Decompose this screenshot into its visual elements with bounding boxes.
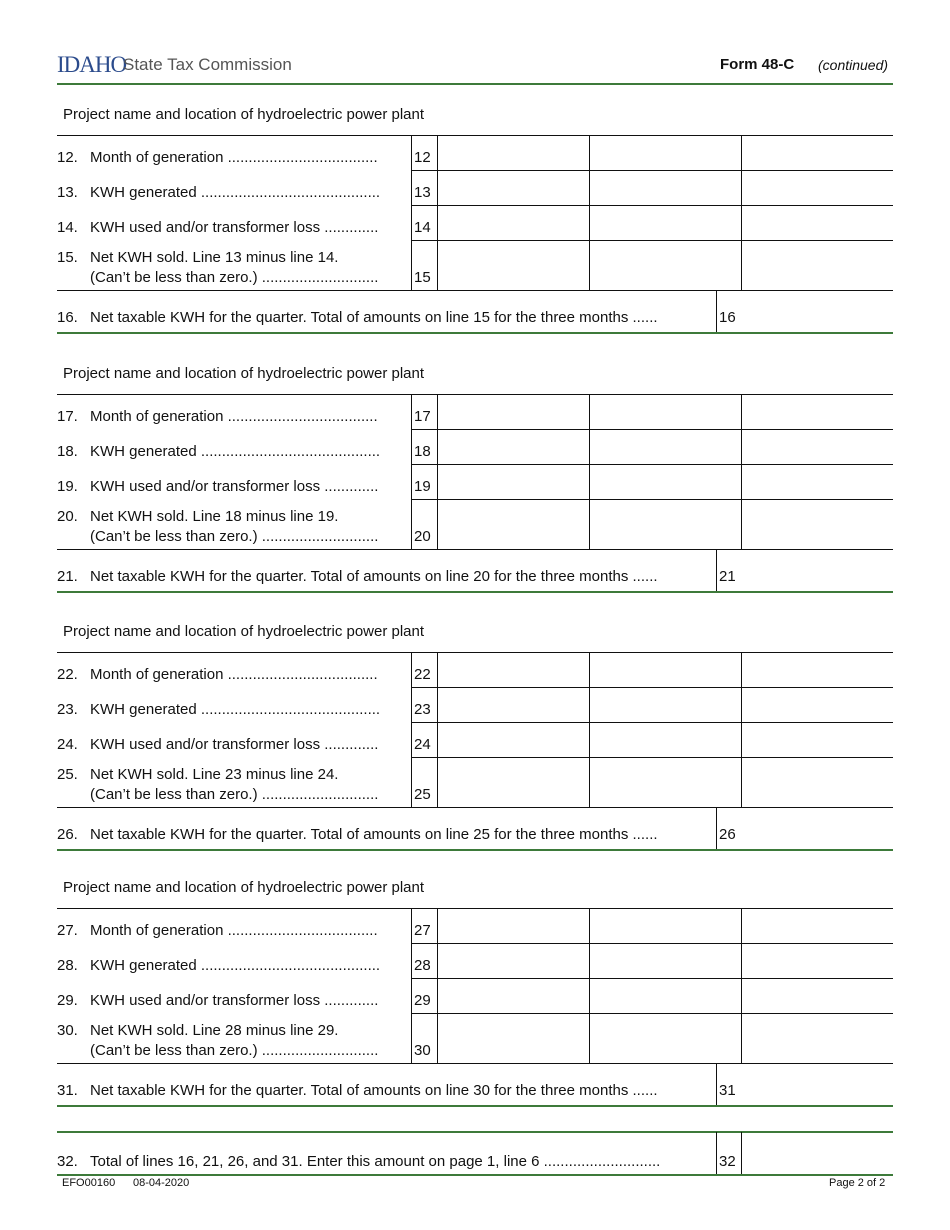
box-number: 26 (719, 826, 736, 843)
month-input[interactable] (438, 688, 588, 721)
line-number: 16. (57, 309, 78, 326)
month-input[interactable] (590, 465, 740, 498)
box-divider (716, 290, 717, 332)
line-number: 12. (57, 149, 78, 166)
line-label: KWH used and/or transformer loss ............. (90, 736, 379, 753)
form-date: 08-04-2020 (133, 1177, 190, 1189)
form-number: Form 48-C (720, 56, 795, 73)
month-input[interactable] (742, 979, 892, 1012)
quarter-total-input[interactable] (742, 291, 893, 331)
line-label-continued: (Can’t be less than zero.) ............................ (90, 528, 379, 545)
continued-note: (continued) (818, 57, 889, 73)
box-number: 24 (414, 736, 431, 753)
line-label: KWH generated ........................................... (90, 701, 381, 718)
line-number: 15. (57, 249, 78, 266)
month-input[interactable] (742, 1014, 892, 1062)
line-number: 17. (57, 408, 78, 425)
line-number: 27. (57, 922, 78, 939)
month-input[interactable] (438, 1014, 588, 1062)
month-input[interactable] (742, 430, 892, 463)
line-number: 24. (57, 736, 78, 753)
month-input[interactable] (590, 944, 740, 977)
line-number: 28. (57, 957, 78, 974)
header (57, 52, 893, 82)
total-label: Net taxable KWH for the quarter. Total of amounts on line 25 for the three months ...... (90, 826, 658, 843)
box-number: 22 (414, 666, 431, 683)
month-input[interactable] (438, 136, 588, 169)
table-top-rule (57, 652, 411, 653)
month-input[interactable] (590, 653, 740, 686)
month-input[interactable] (742, 465, 892, 498)
line-number: 14. (57, 219, 78, 236)
month-input[interactable] (742, 395, 892, 428)
month-input[interactable] (438, 723, 588, 756)
month-input[interactable] (742, 241, 892, 289)
month-input[interactable] (438, 653, 588, 686)
line-number: 13. (57, 184, 78, 201)
column-divider (411, 394, 412, 549)
month-input[interactable] (590, 909, 740, 942)
month-input[interactable] (438, 944, 588, 977)
box-divider (716, 807, 717, 849)
table-top-rule (57, 908, 411, 909)
line-number: 25. (57, 766, 78, 783)
month-input[interactable] (438, 395, 588, 428)
month-input[interactable] (742, 136, 892, 169)
column-divider (411, 652, 412, 807)
line-label: Month of generation .................................... (90, 408, 378, 425)
quarter-total-input[interactable] (742, 808, 893, 848)
month-input[interactable] (438, 758, 588, 806)
month-input[interactable] (742, 206, 892, 239)
month-input[interactable] (438, 171, 588, 204)
box-number: 27 (414, 922, 431, 939)
month-input[interactable] (438, 241, 588, 289)
line-number: 19. (57, 478, 78, 495)
month-input[interactable] (590, 1014, 740, 1062)
box-number: 12 (414, 149, 431, 166)
total-label: Net taxable KWH for the quarter. Total of amounts on line 20 for the three months ...... (90, 568, 658, 585)
section-bottom-rule (57, 332, 893, 334)
month-input[interactable] (742, 500, 892, 548)
box-number: 13 (414, 184, 431, 201)
section-title: Project name and location of hydroelectric power plant (63, 365, 425, 382)
form-code: EFO00160 (62, 1177, 116, 1189)
month-input[interactable] (438, 206, 588, 239)
box-number: 30 (414, 1042, 431, 1059)
section-bottom-rule (57, 1105, 893, 1107)
line-label: Net KWH sold. Line 13 minus line 14. (90, 249, 339, 266)
box-number: 23 (414, 701, 431, 718)
line-number: 18. (57, 443, 78, 460)
month-input[interactable] (742, 909, 892, 942)
month-input[interactable] (438, 979, 588, 1012)
box-number: 28 (414, 957, 431, 974)
quarter-total-input[interactable] (742, 1064, 893, 1104)
section-title: Project name and location of hydroelectric power plant (63, 879, 425, 896)
line-label: Month of generation .................................... (90, 149, 378, 166)
box-number: 20 (414, 528, 431, 545)
section-title: Project name and location of hydroelectric power plant (63, 106, 425, 123)
month-input[interactable] (590, 688, 740, 721)
box-divider (716, 1063, 717, 1105)
box-number: 31 (719, 1082, 736, 1099)
line-label-continued: (Can’t be less than zero.) ............................ (90, 786, 379, 803)
line-label: KWH generated ........................................... (90, 443, 381, 460)
box-number: 25 (414, 786, 431, 803)
agency-name: State Tax Commission (123, 55, 292, 74)
section-title: Project name and location of hydroelectric power plant (63, 623, 425, 640)
line-label: Month of generation .................................... (90, 666, 378, 683)
month-input[interactable] (590, 171, 740, 204)
table-top-rule (57, 135, 411, 136)
table-top-rule (57, 394, 411, 395)
line-number: 32. (57, 1153, 78, 1170)
grand-total-label: Total of lines 16, 21, 26, and 31. Enter this amount on page 1, line 6 ............................ (90, 1153, 661, 1170)
line-label: Net KWH sold. Line 23 minus line 24. (90, 766, 339, 783)
month-input[interactable] (742, 171, 892, 204)
month-input[interactable] (438, 430, 588, 463)
line-number: 29. (57, 992, 78, 1009)
box-divider (716, 1132, 717, 1174)
line-label: Month of generation .................................... (90, 922, 378, 939)
column-divider (411, 135, 412, 290)
grand-total-input[interactable] (742, 1132, 893, 1174)
line-number: 26. (57, 826, 78, 843)
box-number: 17 (414, 408, 431, 425)
box-number: 18 (414, 443, 431, 460)
line-label: Net KWH sold. Line 28 minus line 29. (90, 1022, 339, 1039)
month-input[interactable] (438, 465, 588, 498)
month-input[interactable] (742, 944, 892, 977)
month-input[interactable] (742, 653, 892, 686)
box-number: 15 (414, 269, 431, 286)
line-label: KWH generated ........................................... (90, 957, 381, 974)
line-number: 23. (57, 701, 78, 718)
line-number: 22. (57, 666, 78, 683)
page-number: Page 2 of 2 (829, 1177, 886, 1189)
box-number: 16 (719, 309, 736, 326)
section-bottom-rule (57, 849, 893, 851)
line-label: Net KWH sold. Line 18 minus line 19. (90, 508, 339, 525)
total-label: Net taxable KWH for the quarter. Total of amounts on line 15 for the three months ...... (90, 309, 658, 326)
line-label: KWH used and/or transformer loss ............. (90, 219, 379, 236)
column-divider (411, 908, 412, 1063)
month-input[interactable] (438, 500, 588, 548)
month-input[interactable] (590, 136, 740, 169)
month-input[interactable] (590, 395, 740, 428)
month-input[interactable] (590, 206, 740, 239)
month-input[interactable] (590, 723, 740, 756)
box-number: 19 (414, 478, 431, 495)
line-label-continued: (Can’t be less than zero.) ............................ (90, 1042, 379, 1059)
box-number: 14 (414, 219, 431, 236)
line-label: KWH used and/or transformer loss ............. (90, 478, 379, 495)
grand-total-bottom-rule (57, 1174, 893, 1176)
month-input[interactable] (590, 241, 740, 289)
month-input[interactable] (590, 979, 740, 1012)
box-number: 21 (719, 568, 736, 585)
header-rule (57, 83, 893, 85)
line-number: 21. (57, 568, 78, 585)
month-input[interactable] (742, 758, 892, 806)
line-label-continued: (Can’t be less than zero.) ............................ (90, 269, 379, 286)
month-input[interactable] (438, 909, 588, 942)
section-bottom-rule (57, 591, 893, 593)
line-number: 20. (57, 508, 78, 525)
line-label: KWH used and/or transformer loss ............. (90, 992, 379, 1009)
month-input[interactable] (590, 758, 740, 806)
box-number: 32 (719, 1153, 736, 1170)
box-divider (716, 549, 717, 591)
line-number: 31. (57, 1082, 78, 1099)
box-number: 29 (414, 992, 431, 1009)
line-number: 30. (57, 1022, 78, 1039)
quarter-total-input[interactable] (742, 550, 893, 590)
month-input[interactable] (590, 430, 740, 463)
month-input[interactable] (590, 500, 740, 548)
month-input[interactable] (742, 688, 892, 721)
line-label: KWH generated ........................................... (90, 184, 381, 201)
month-input[interactable] (742, 723, 892, 756)
total-label: Net taxable KWH for the quarter. Total of amounts on line 30 for the three months ...... (90, 1082, 658, 1099)
idaho-logo: IDAHO (57, 52, 127, 77)
